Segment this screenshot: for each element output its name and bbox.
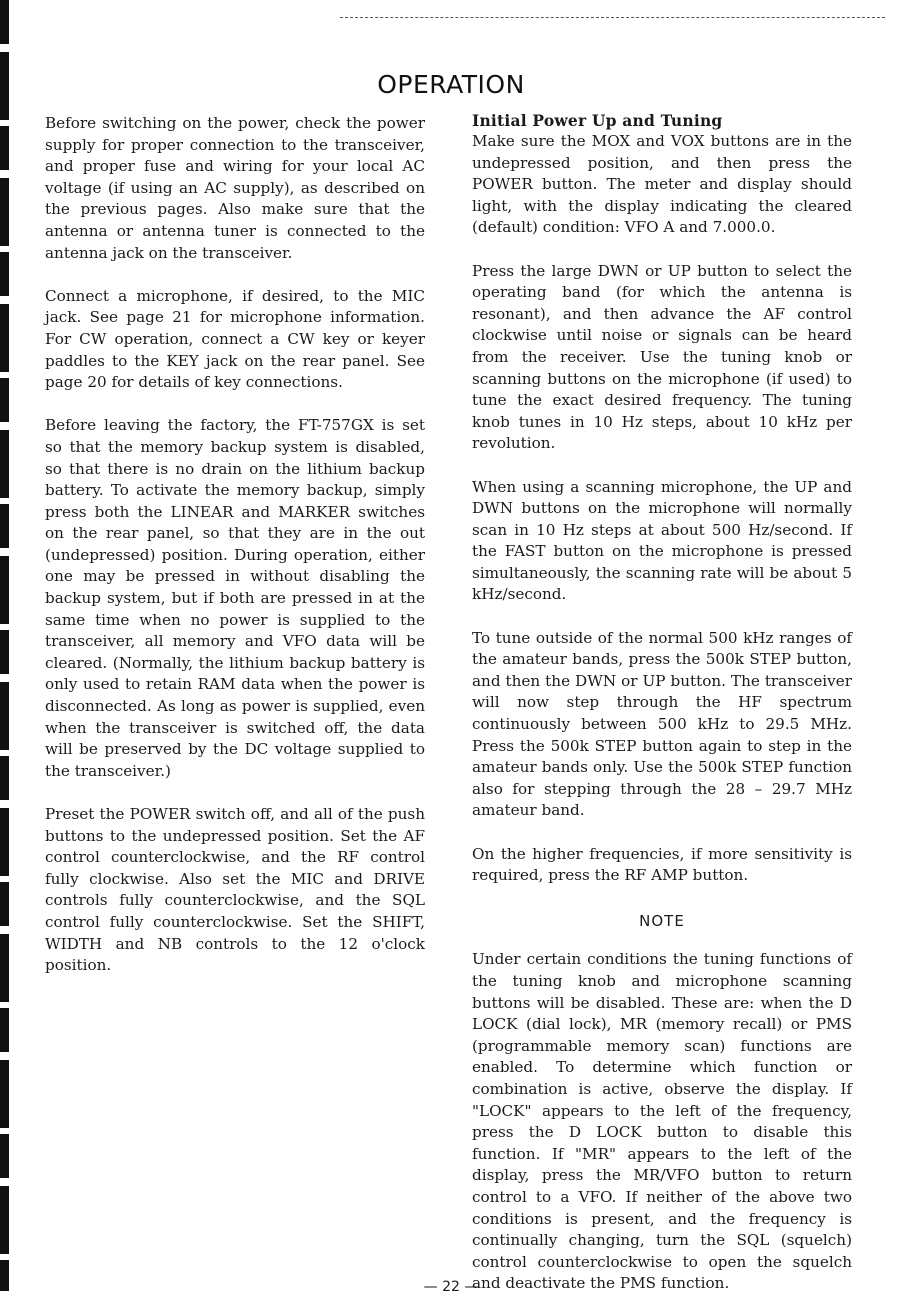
paragraph: When using a scanning microphone, the UP and DWN buttons on the microphone will normally scan in 10 Hz steps at about 500 Hz/second. If the FAST button on the microphone is pressed simultaneously, the scanning rate will be about 5 kHz/second. bbox=[472, 477, 852, 604]
section-heading: Initial Power Up and Tuning bbox=[472, 111, 723, 130]
page-number: — 22 — bbox=[423, 1279, 479, 1295]
paragraph: To tune outside of the normal 500 kHz ranges of the amateur bands, press the 500k STEP button, and then the DWN or UP button. The transceiver will now step through the HF spectrum continuously between 500 kHz to 29.5 MHz. Press the 500k STEP button again to step in the amateur bands only. Use the 500k STEP function also for stepping through the 28 – 29.7 MHz amateur band. bbox=[472, 628, 852, 820]
note-text: Under certain conditions the tuning functions of the tuning knob and microphone scanning buttons will be disabled. These are: when the D LOCK (dial lock), MR (memory recall) or PMS (programmable memory scan) functions are enabled. To determine which function or combination is active, observe the display. If "LOCK" appears to the left of the frequency, press the D LOCK button to disable this function. If "MR" appears to the left of the display, press the MR/VFO button to return control to a VFO. If neither of the above two conditions is present, and the frequency is continually changing, turn the SQL (squelch) control counterclockwise to open the squelch and deactivate the PMS function. bbox=[472, 950, 852, 1293]
paragraph: Press the large DWN or UP button to select the operating band (for which the antenna is resonant), and then advance the AF control clockwise until noise or signals can be heard from the receiver. Use the tuning knob or scanning buttons on the microphone (if used) to tune the exact desired frequency. The tuning knob tunes in 10 Hz steps, about 10 kHz per revolution. bbox=[472, 261, 852, 453]
binding-edge bbox=[0, 0, 9, 1291]
left-column bbox=[45, 113, 425, 977]
right-column bbox=[472, 111, 852, 1295]
paragraph: Make sure the MOX and VOX buttons are in the undepressed position, and then press the POWER button. The meter and display should light, with the display indicating the cleared (default) condition: VFO A and 7.000.0. bbox=[472, 132, 852, 237]
paragraph: Before leaving the factory, the FT-757GX is set so that the memory backup system is disabled, so that there is no drain on the lithium backup battery. To activate the memory backup, simply press both the LINEAR and MARKER switches on the rear panel, so that they are in the out (undepressed) position. During operation, either one may be pressed in without disabling the backup system, but if both are pressed in at the same time when no power is supplied to the transceiver, all memory and VFO data will be cleared. (Normally, the lithium backup battery is only used to retain RAM data when the power is disconnected. As long as power is supplied, even when the transceiver is switched off, the data will be preserved by the DC voltage supplied to the transceiver.) bbox=[45, 416, 425, 780]
page-title: OPERATION bbox=[377, 70, 525, 99]
paragraph: Connect a microphone, if desired, to the MIC jack. See page 21 for microphone information. For CW operation, connect a CW key or keyer paddles to the KEY jack on the rear panel. See page 20 for details of key connections. bbox=[45, 286, 425, 392]
note-title: NOTE bbox=[639, 911, 685, 930]
paragraph: Before switching on the power, check the power supply for proper connection to the transceiver, and proper fuse and wiring for your local AC voltage (if using an AC supply), as described on the previous pages. Also make sure that the antenna or antenna tuner is connected to the antenna jack on the transceiver. bbox=[45, 114, 425, 262]
top-rule bbox=[340, 17, 885, 18]
paragraph: Preset the POWER switch off, and all of the push buttons to the undepressed position. Set the AF control counterclockwise, and the RF control fully clockwise. Also set the MIC and DRIVE controls fully counterclockwise, and the SQL control fully counterclockwise. Set the SHIFT, WIDTH and NB controls to the 12 o'clock position. bbox=[45, 805, 425, 975]
paragraph: On the higher frequencies, if more sensitivity is required, press the RF AMP button. bbox=[472, 844, 852, 885]
